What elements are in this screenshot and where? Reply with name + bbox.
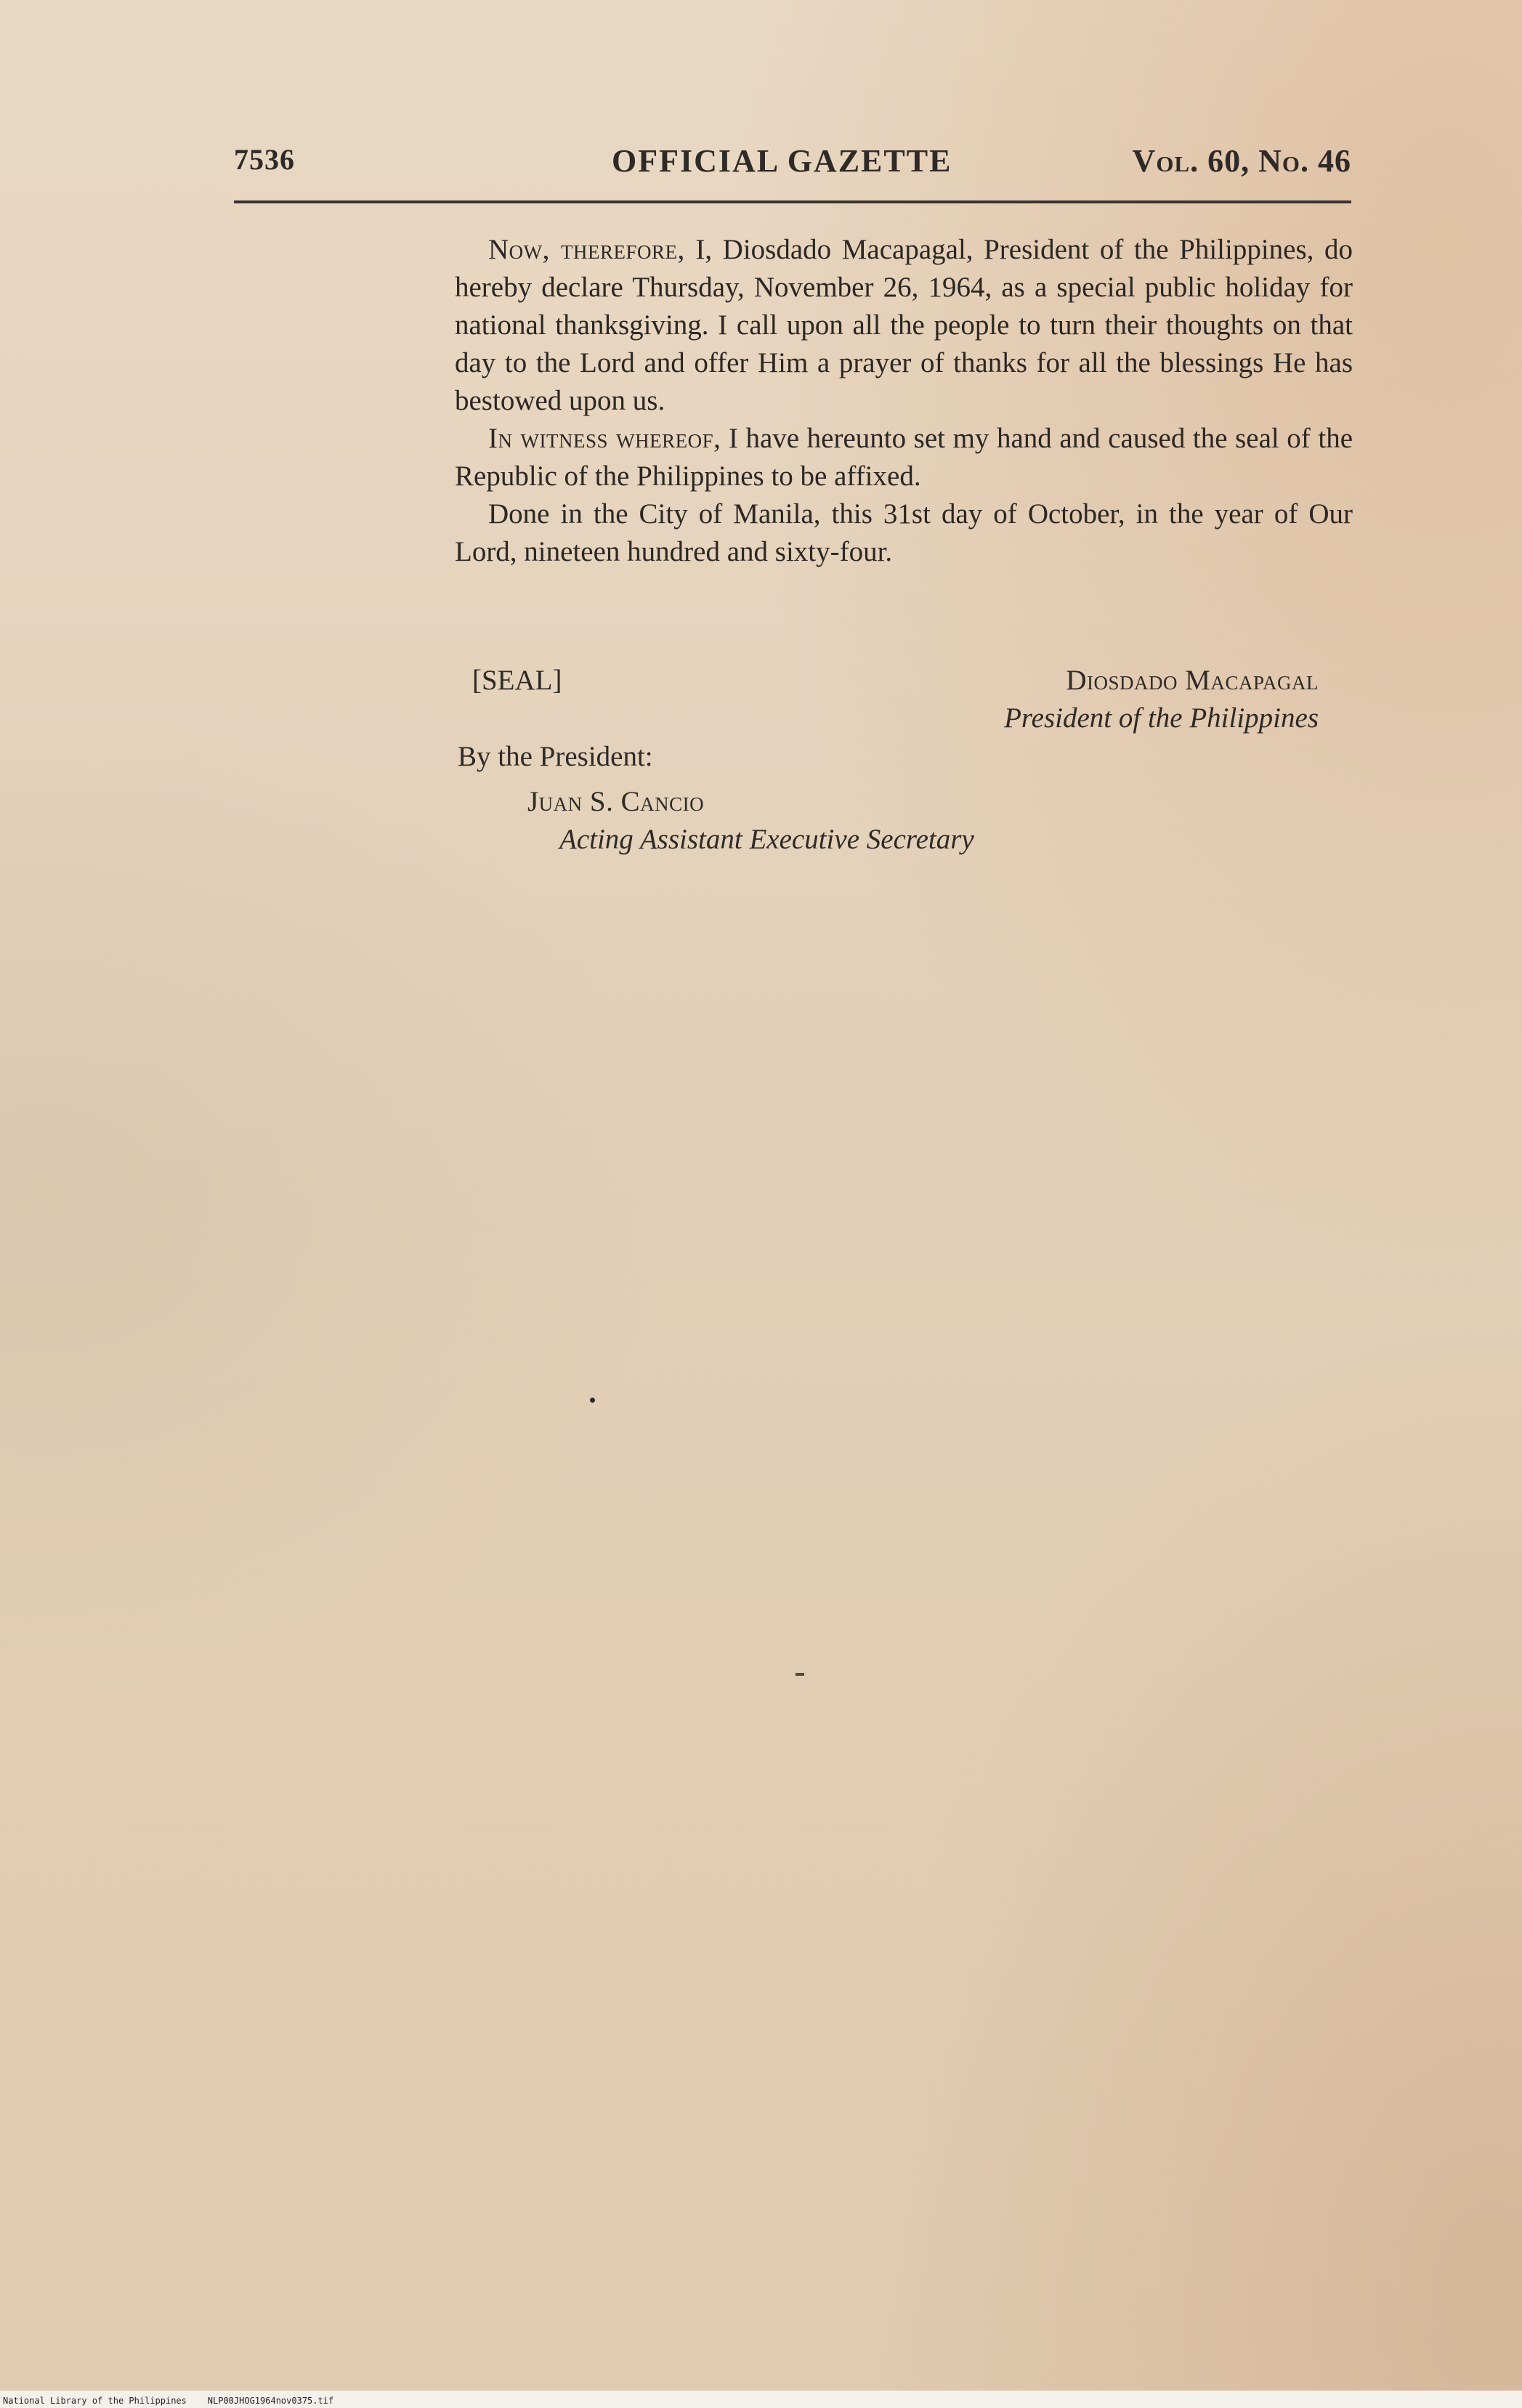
proclamation-body (455, 231, 1353, 571)
page-number: 7536 (234, 143, 295, 176)
footer-file-id: NLP00JHOG1964nov0375.tif (207, 2396, 334, 2406)
header-rule (234, 200, 1351, 203)
footer-source: National Library of the Philippines (3, 2396, 187, 2406)
journal-title: OFFICIAL GAZETTE (612, 143, 952, 179)
paragraph-lead: Now, therefore, (488, 234, 685, 265)
signer-name: Diosdado Macapagal (1066, 665, 1319, 696)
ink-speck (590, 1398, 595, 1403)
scan-footer-text (3, 2396, 333, 2406)
seal-label: [SEAL] (472, 665, 562, 696)
attestation-block (458, 738, 1184, 859)
by-the-president-line: By the President: (458, 741, 653, 772)
attesting-official-title: Acting Assistant Executive Secretary (559, 824, 974, 855)
paragraph-lead: In witness whereof, (488, 423, 721, 454)
done-paragraph (455, 495, 1353, 571)
declaration-paragraph (455, 231, 1353, 420)
witness-paragraph (455, 420, 1353, 495)
signer-title: President of the Philippines (1004, 702, 1319, 734)
ink-mark (796, 1673, 804, 1676)
signature-block (472, 664, 1319, 744)
running-header (234, 142, 1351, 186)
paragraph-text: I have hereunto set my hand and caused the seal of the Republic of the Philippines to be affixed. (455, 423, 1353, 492)
attesting-official-name: Juan S. Cancio (527, 786, 705, 817)
volume-info: Vol. 60, No. 46 (1132, 143, 1351, 179)
paragraph-text: I, Diosdado Macapagal, President of the Philippines, do hereby declare Thursday, November 26, 1964, as a special public holiday for national thanksgiving. I call upon all the people to turn their thoughts on that day to the Lord and offer Him a prayer of thanks for all the blessings He has bestowed upon us. (455, 234, 1353, 416)
scan-footer (0, 2391, 1522, 2408)
paragraph-text: Done in the City of Manila, this 31st day of October, in the year of Our Lord, nineteen hundred and sixty-four. (455, 498, 1353, 567)
